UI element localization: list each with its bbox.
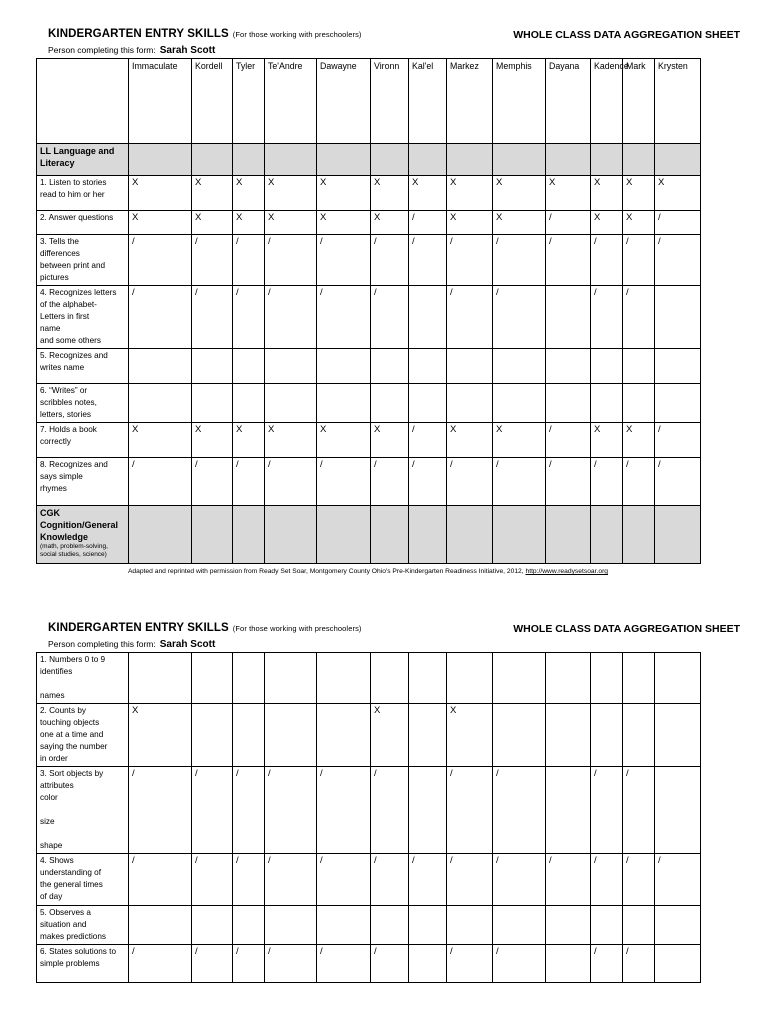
table-row bbox=[37, 423, 701, 458]
sheet-page-2 bbox=[36, 622, 740, 983]
mark-cell: / bbox=[546, 854, 591, 906]
mark-cell: X bbox=[371, 211, 409, 235]
table-row bbox=[37, 854, 701, 906]
mark-cell: X bbox=[265, 211, 317, 235]
mark-cell: X bbox=[265, 423, 317, 458]
category-cell bbox=[447, 506, 493, 564]
table-row bbox=[37, 286, 701, 349]
category-title: LL Language and Literacy bbox=[40, 146, 115, 168]
student-header: Kal'el bbox=[409, 59, 447, 144]
category-cell bbox=[493, 144, 546, 176]
table-row bbox=[37, 176, 701, 211]
mark-cell: / bbox=[192, 945, 233, 983]
mark-cell bbox=[409, 906, 447, 945]
mark-cell bbox=[317, 653, 371, 704]
student-header: Mark bbox=[623, 59, 655, 144]
mark-cell: X bbox=[447, 704, 493, 767]
mark-cell: / bbox=[317, 767, 371, 854]
mark-cell: / bbox=[192, 458, 233, 506]
mark-cell: / bbox=[409, 854, 447, 906]
mark-cell: / bbox=[447, 235, 493, 286]
mark-cell bbox=[591, 704, 623, 767]
mark-cell: / bbox=[265, 235, 317, 286]
student-header: Te'Andre bbox=[265, 59, 317, 144]
mark-cell: / bbox=[129, 945, 192, 983]
mark-cell bbox=[371, 349, 409, 384]
mark-cell: / bbox=[655, 854, 701, 906]
mark-cell: X bbox=[233, 423, 265, 458]
mark-cell: / bbox=[233, 286, 265, 349]
sheet-subtitle: (For those working with preschoolers) bbox=[232, 30, 362, 39]
skill-label: 4. Recognizes letters of the alphabet- Letters in first name and some others bbox=[37, 286, 129, 349]
student-header: Immaculate bbox=[129, 59, 192, 144]
mark-cell bbox=[447, 653, 493, 704]
category-cell bbox=[409, 144, 447, 176]
mark-cell bbox=[623, 384, 655, 423]
mark-cell bbox=[655, 906, 701, 945]
mark-cell: / bbox=[493, 286, 546, 349]
mark-cell: / bbox=[192, 854, 233, 906]
mark-cell: / bbox=[655, 423, 701, 458]
mark-cell bbox=[371, 906, 409, 945]
mark-cell: X bbox=[192, 211, 233, 235]
person-name: Sarah Scott bbox=[159, 45, 216, 56]
mark-cell bbox=[623, 349, 655, 384]
mark-cell: / bbox=[447, 854, 493, 906]
mark-cell: / bbox=[129, 767, 192, 854]
mark-cell: / bbox=[409, 458, 447, 506]
data-table-1 bbox=[36, 58, 701, 564]
mark-cell bbox=[265, 906, 317, 945]
mark-cell: / bbox=[447, 767, 493, 854]
category-cell bbox=[371, 506, 409, 564]
mark-cell bbox=[546, 704, 591, 767]
mark-cell: / bbox=[233, 458, 265, 506]
person-line-2 bbox=[36, 639, 700, 652]
mark-cell: X bbox=[317, 423, 371, 458]
mark-cell: X bbox=[129, 211, 192, 235]
mark-cell: / bbox=[591, 458, 623, 506]
mark-cell: / bbox=[546, 235, 591, 286]
mark-cell bbox=[655, 767, 701, 854]
mark-cell bbox=[233, 906, 265, 945]
mark-cell: X bbox=[371, 423, 409, 458]
skill-label: 5. Observes a situation and makes predictions bbox=[37, 906, 129, 945]
mark-cell: X bbox=[409, 176, 447, 211]
mark-cell: X bbox=[623, 176, 655, 211]
skill-label: 2. Answer questions bbox=[37, 211, 129, 235]
mark-cell bbox=[447, 384, 493, 423]
category-cell bbox=[546, 144, 591, 176]
category-cell bbox=[623, 506, 655, 564]
mark-cell: / bbox=[493, 854, 546, 906]
mark-cell: / bbox=[623, 767, 655, 854]
mark-cell: X bbox=[317, 211, 371, 235]
mark-cell bbox=[371, 384, 409, 423]
mark-cell: / bbox=[623, 945, 655, 983]
category-cell bbox=[265, 506, 317, 564]
mark-cell bbox=[129, 349, 192, 384]
mark-cell: / bbox=[591, 286, 623, 349]
mark-cell bbox=[623, 906, 655, 945]
mark-cell bbox=[591, 653, 623, 704]
mark-cell: / bbox=[447, 945, 493, 983]
mark-cell bbox=[409, 286, 447, 349]
mark-cell: / bbox=[317, 945, 371, 983]
mark-cell: / bbox=[447, 458, 493, 506]
mark-cell bbox=[623, 653, 655, 704]
mark-cell: / bbox=[591, 945, 623, 983]
mark-cell bbox=[655, 349, 701, 384]
table-row bbox=[37, 211, 701, 235]
table-row bbox=[37, 767, 701, 854]
skill-label: 4. Shows understanding of the general times of day bbox=[37, 854, 129, 906]
person-label: Person completing this form: bbox=[48, 45, 156, 55]
mark-cell: / bbox=[655, 458, 701, 506]
category-row-cgk bbox=[37, 506, 701, 564]
mark-cell bbox=[655, 704, 701, 767]
mark-cell bbox=[591, 349, 623, 384]
category-cell bbox=[192, 144, 233, 176]
mark-cell bbox=[192, 349, 233, 384]
mark-cell: X bbox=[265, 176, 317, 211]
mark-cell: X bbox=[129, 704, 192, 767]
category-cell bbox=[233, 506, 265, 564]
mark-cell: X bbox=[371, 176, 409, 211]
mark-cell bbox=[493, 384, 546, 423]
skill-label: 2. Counts by touching objects one at a time and saying the number in order bbox=[37, 704, 129, 767]
mark-cell bbox=[192, 906, 233, 945]
sheet-header bbox=[36, 28, 740, 45]
sheet-title: KINDERGARTEN ENTRY SKILLS (For those working with preschoolers) bbox=[48, 28, 362, 40]
mark-cell: / bbox=[265, 854, 317, 906]
table-row bbox=[37, 906, 701, 945]
student-header: Kadence bbox=[591, 59, 623, 144]
student-header: Memphis bbox=[493, 59, 546, 144]
mark-cell: X bbox=[546, 176, 591, 211]
mark-cell: / bbox=[546, 423, 591, 458]
mark-cell bbox=[409, 704, 447, 767]
skill-label: 1. Listen to stories read to him or her bbox=[37, 176, 129, 211]
sheet-subtitle-2: (For those working with preschoolers) bbox=[232, 624, 362, 633]
student-header: Vironn bbox=[371, 59, 409, 144]
category-cell bbox=[192, 506, 233, 564]
mark-cell: X bbox=[623, 423, 655, 458]
mark-cell bbox=[447, 906, 493, 945]
mark-cell: X bbox=[655, 176, 701, 211]
mark-cell: / bbox=[233, 767, 265, 854]
mark-cell: / bbox=[371, 286, 409, 349]
mark-cell: / bbox=[265, 945, 317, 983]
mark-cell bbox=[655, 384, 701, 423]
mark-cell bbox=[546, 286, 591, 349]
skill-label: 7. Holds a book correctly bbox=[37, 423, 129, 458]
mark-cell: / bbox=[371, 458, 409, 506]
mark-cell bbox=[129, 653, 192, 704]
mark-cell: / bbox=[493, 945, 546, 983]
mark-cell: / bbox=[192, 767, 233, 854]
mark-cell bbox=[317, 906, 371, 945]
mark-cell: / bbox=[192, 286, 233, 349]
mark-cell bbox=[233, 349, 265, 384]
mark-cell: X bbox=[192, 423, 233, 458]
sheet-page-1 bbox=[36, 28, 740, 575]
mark-cell: / bbox=[265, 767, 317, 854]
footnote bbox=[36, 568, 700, 575]
mark-cell: / bbox=[317, 854, 371, 906]
mark-cell bbox=[623, 704, 655, 767]
mark-cell: / bbox=[371, 854, 409, 906]
mark-cell bbox=[265, 349, 317, 384]
mark-cell: / bbox=[591, 854, 623, 906]
skill-label: 3. Sort objects by attributes color size shape bbox=[37, 767, 129, 854]
mark-cell bbox=[493, 653, 546, 704]
mark-cell: / bbox=[623, 854, 655, 906]
mark-cell bbox=[591, 384, 623, 423]
mark-cell: X bbox=[129, 176, 192, 211]
sheet-header-2 bbox=[36, 622, 740, 639]
category-cell bbox=[546, 506, 591, 564]
mark-cell: X bbox=[371, 704, 409, 767]
student-header: Krysten bbox=[655, 59, 701, 144]
mark-cell bbox=[546, 767, 591, 854]
student-header: Tyler bbox=[233, 59, 265, 144]
category-cell bbox=[129, 506, 192, 564]
mark-cell bbox=[447, 349, 493, 384]
mark-cell: / bbox=[371, 767, 409, 854]
category-cell bbox=[317, 144, 371, 176]
mark-cell bbox=[409, 653, 447, 704]
sheet-right-title-2: WHOLE CLASS DATA AGGREGATION SHEET bbox=[513, 623, 740, 635]
mark-cell bbox=[371, 653, 409, 704]
mark-cell: / bbox=[129, 854, 192, 906]
mark-cell: / bbox=[591, 767, 623, 854]
mark-cell: / bbox=[192, 235, 233, 286]
mark-cell: X bbox=[623, 211, 655, 235]
mark-cell: / bbox=[129, 235, 192, 286]
table-row bbox=[37, 945, 701, 983]
mark-cell: / bbox=[493, 458, 546, 506]
mark-cell bbox=[317, 384, 371, 423]
mark-cell: / bbox=[409, 211, 447, 235]
person-label-2: Person completing this form: bbox=[48, 639, 156, 649]
category-cell bbox=[655, 144, 701, 176]
mark-cell: X bbox=[591, 176, 623, 211]
mark-cell: / bbox=[493, 767, 546, 854]
mark-cell: X bbox=[493, 211, 546, 235]
mark-cell bbox=[546, 349, 591, 384]
mark-cell: X bbox=[233, 176, 265, 211]
skill-label: 8. Recognizes and says simple rhymes bbox=[37, 458, 129, 506]
mark-cell bbox=[265, 704, 317, 767]
mark-cell: / bbox=[317, 286, 371, 349]
table-row bbox=[37, 704, 701, 767]
category-row-ll bbox=[37, 144, 701, 176]
mark-cell: / bbox=[233, 235, 265, 286]
category-title: CGK Cognition/General Knowledge bbox=[40, 508, 119, 542]
mark-cell bbox=[192, 384, 233, 423]
mark-cell: / bbox=[655, 235, 701, 286]
mark-cell bbox=[493, 906, 546, 945]
table-row bbox=[37, 653, 701, 704]
mark-cell bbox=[233, 704, 265, 767]
mark-cell bbox=[409, 349, 447, 384]
sheet-right-title: WHOLE CLASS DATA AGGREGATION SHEET bbox=[513, 29, 740, 41]
mark-cell: / bbox=[623, 286, 655, 349]
mark-cell: X bbox=[233, 211, 265, 235]
category-label bbox=[37, 144, 129, 176]
category-label bbox=[37, 506, 129, 564]
mark-cell bbox=[655, 945, 701, 983]
mark-cell: X bbox=[591, 423, 623, 458]
data-table-2 bbox=[36, 652, 701, 983]
mark-cell bbox=[655, 286, 701, 349]
mark-cell bbox=[546, 653, 591, 704]
mark-cell: / bbox=[129, 286, 192, 349]
mark-cell: / bbox=[493, 235, 546, 286]
mark-cell bbox=[192, 704, 233, 767]
student-header: Kordell bbox=[192, 59, 233, 144]
mark-cell bbox=[409, 384, 447, 423]
mark-cell: X bbox=[493, 423, 546, 458]
mark-cell bbox=[546, 384, 591, 423]
category-cell bbox=[265, 144, 317, 176]
category-cell bbox=[591, 144, 623, 176]
category-note: (math, problem-solving, social studies, science) bbox=[40, 543, 108, 558]
mark-cell bbox=[233, 384, 265, 423]
footnote-text: Adapted and reprinted with permission from Ready Set Soar, Montgomery County Ohio's Pre-Kindergarten Readiness Initiative, 2012, bbox=[127, 568, 524, 575]
mark-cell: / bbox=[623, 458, 655, 506]
mark-cell bbox=[546, 945, 591, 983]
category-cell bbox=[129, 144, 192, 176]
footnote-link[interactable]: http://www.readysetsoar.org bbox=[525, 568, 609, 575]
table-row bbox=[37, 349, 701, 384]
mark-cell bbox=[129, 384, 192, 423]
mark-cell bbox=[409, 945, 447, 983]
student-header: Dayana bbox=[546, 59, 591, 144]
person-line bbox=[36, 45, 700, 58]
mark-cell: / bbox=[265, 286, 317, 349]
mark-cell bbox=[192, 653, 233, 704]
skill-label: 3. Tells the differences between print and pictures bbox=[37, 235, 129, 286]
mark-cell: / bbox=[265, 458, 317, 506]
mark-cell: X bbox=[591, 211, 623, 235]
skill-label: 6. States solutions to simple problems bbox=[37, 945, 129, 983]
mark-cell: / bbox=[129, 458, 192, 506]
mark-cell: X bbox=[447, 211, 493, 235]
mark-cell bbox=[493, 349, 546, 384]
table-row bbox=[37, 235, 701, 286]
mark-cell: X bbox=[447, 176, 493, 211]
mark-cell bbox=[265, 384, 317, 423]
mark-cell bbox=[546, 906, 591, 945]
mark-cell: X bbox=[493, 176, 546, 211]
category-cell bbox=[447, 144, 493, 176]
category-cell bbox=[371, 144, 409, 176]
category-cell bbox=[409, 506, 447, 564]
corner-cell bbox=[37, 59, 129, 144]
category-cell bbox=[493, 506, 546, 564]
skill-label: 5. Recognizes and writes name bbox=[37, 349, 129, 384]
mark-cell: / bbox=[317, 458, 371, 506]
table-row bbox=[37, 384, 701, 423]
category-cell bbox=[317, 506, 371, 564]
mark-cell: / bbox=[371, 235, 409, 286]
mark-cell: X bbox=[129, 423, 192, 458]
mark-cell: / bbox=[371, 945, 409, 983]
mark-cell bbox=[317, 704, 371, 767]
mark-cell: / bbox=[546, 458, 591, 506]
mark-cell: X bbox=[447, 423, 493, 458]
mark-cell: / bbox=[409, 235, 447, 286]
mark-cell: / bbox=[655, 211, 701, 235]
category-cell bbox=[591, 506, 623, 564]
mark-cell bbox=[129, 906, 192, 945]
category-cell bbox=[233, 144, 265, 176]
mark-cell: / bbox=[546, 211, 591, 235]
mark-cell: / bbox=[447, 286, 493, 349]
mark-cell: / bbox=[591, 235, 623, 286]
category-cell bbox=[655, 506, 701, 564]
sheet-title-2: KINDERGARTEN ENTRY SKILLS (For those working with preschoolers) bbox=[48, 622, 362, 634]
mark-cell: X bbox=[317, 176, 371, 211]
mark-cell bbox=[409, 767, 447, 854]
mark-cell bbox=[591, 906, 623, 945]
mark-cell bbox=[317, 349, 371, 384]
mark-cell: / bbox=[317, 235, 371, 286]
mark-cell: X bbox=[192, 176, 233, 211]
skill-label: 6. “Writes” or scribbles notes, letters, stories bbox=[37, 384, 129, 423]
mark-cell bbox=[655, 653, 701, 704]
skill-label: 1. Numbers 0 to 9 identifies names bbox=[37, 653, 129, 704]
mark-cell bbox=[493, 704, 546, 767]
mark-cell: / bbox=[233, 854, 265, 906]
category-cell bbox=[623, 144, 655, 176]
mark-cell: / bbox=[233, 945, 265, 983]
table-row bbox=[37, 458, 701, 506]
student-header: Dawayne bbox=[317, 59, 371, 144]
person-name-2: Sarah Scott bbox=[159, 639, 216, 650]
mark-cell bbox=[233, 653, 265, 704]
mark-cell: / bbox=[623, 235, 655, 286]
mark-cell bbox=[265, 653, 317, 704]
mark-cell: / bbox=[409, 423, 447, 458]
student-header: Markez bbox=[447, 59, 493, 144]
